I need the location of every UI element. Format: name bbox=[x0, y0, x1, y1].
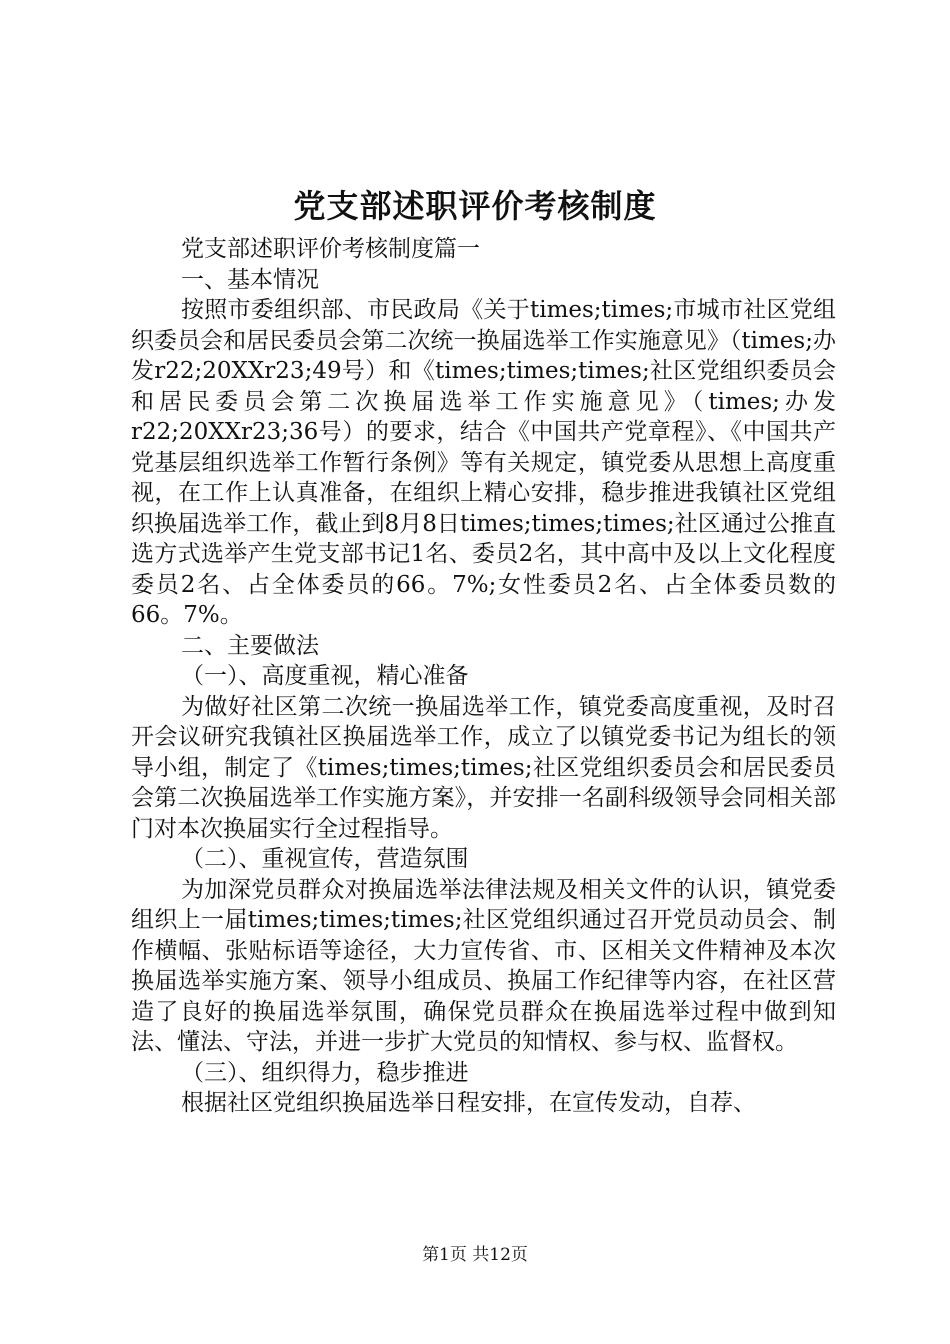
subsection-heading-2: （二）、重视宣传，营造氛围 bbox=[181, 846, 469, 872]
document-body bbox=[131, 234, 836, 1119]
paragraph-preparation: 为做好社区第二次统一换届选举工作，镇党委高度重视，及时召开会议研究我镇社区换届选举工作，成立了以镇党委书记为组长的领导小组，制定了《times;times;times;社区党组织委员会和居民委员会第二次换届选举工作实施方案》，并安排一名副科级领导会同相关部门对本次换届实行全过程指导。 bbox=[131, 693, 836, 842]
paragraph-basic-situation: 按照市委组织部、市民政局《关于times;times;市城市社区党组织委员会和居民委员会第二次统一换届选举工作实施意见》（times;办发r22;20XXr23;49号）和《times;times;times;社区党组织委员会和居民委员会第二次换届选举工作实施意见》（times;办发r22;20XXr23;36号）的要求，结合《中国共产党章程》、《中国共产党基层组织选举工作暂行条例》等有关规定，镇党委从思想上高度重视，在工作上认真准备，在组织上精心安排，稳步推进我镇社区党组织换届选举工作，截止到8月8日times;times;times;社区通过公推直选方式选举产生党支部书记1名、委员2名，其中高中及以上文化程度委员2名、占全体委员的66。7%;女性委员2名、占全体委员数的66。7%。 bbox=[131, 297, 836, 628]
document-subtitle: 党支部述职评价考核制度篇一 bbox=[181, 236, 480, 262]
subsection-heading-1: （一）、高度重视，精心准备 bbox=[181, 663, 469, 689]
section-heading-main-practices: 二、主要做法 bbox=[181, 632, 319, 659]
paragraph-publicity: 为加深党员群众对换届选举法律法规及相关文件的认识，镇党委组织上一届times;times;times;社区党组织通过召开党员动员会、制作横幅、张贴标语等途径，大力宣传省、市、区相关文件精神及本次换届选举实施方案、领导小组成员、换届工作纪律等内容，在社区营造了良好的换届选举氛围，确保党员群众在换届选举过程中做到知法、懂法、守法，并进一步扩大党员的知情权、参与权、监督权。 bbox=[131, 876, 836, 1055]
section-heading-basic-situation: 一、基本情况 bbox=[181, 266, 319, 293]
document-title: 党支部述职评价考核制度 bbox=[293, 187, 657, 225]
page-number-footer: 第1页 共12页 bbox=[422, 1245, 528, 1265]
subsection-heading-3: （三）、组织得力，稳步推进 bbox=[181, 1059, 469, 1086]
paragraph-schedule: 根据社区党组织换届选举日程安排，在宣传发动，自荐、 bbox=[181, 1090, 756, 1116]
